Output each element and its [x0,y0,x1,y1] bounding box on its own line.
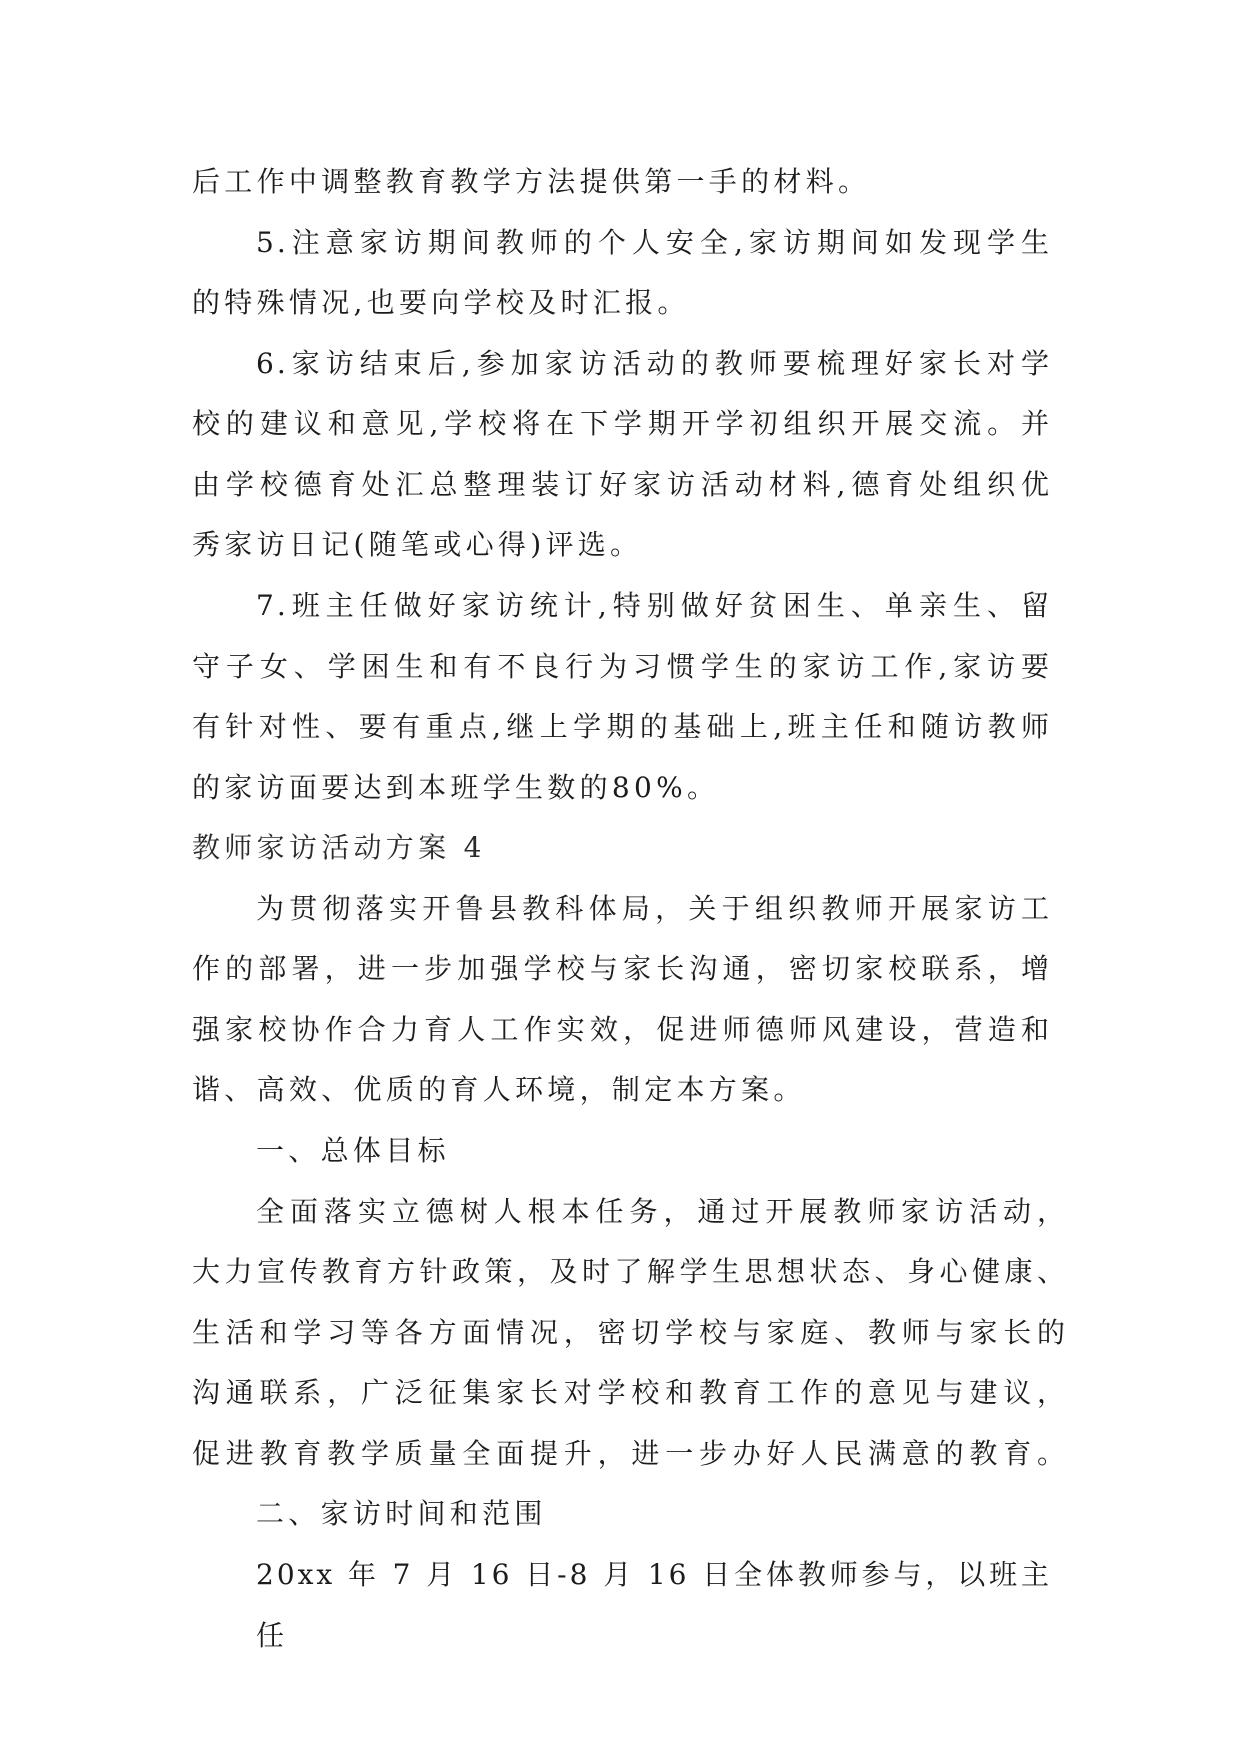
text-line: 大力宣传教育方针政策，及时了解学生思想状态、身心健康、 [192,1255,1068,1289]
text-line: 沟通联系，广泛征集家长对学校和教育工作的意见与建议， [192,1376,1068,1410]
text-line: 为贯彻落实开鲁县教科体局，关于组织教师开展家访工 [256,891,1052,925]
text-line: 全面落实立德树人根本任务，通过开展教师家访活动， [256,1194,1068,1228]
text-line: 秀家访日记(随笔或心得)评选。 [192,528,643,562]
text-line: 作的部署，进一步加强学校与家长沟通，密切家校联系，增 [192,952,1052,986]
text-line: 的家访面要达到本班学生数的80%。 [192,770,720,804]
subsection-heading: 一、总体目标 [256,1134,450,1167]
text-line: 5.注意家访期间教师的个人安全,家访期间如发现学生 [256,225,1052,259]
text-line: 守子女、学困生和有不良行为习惯学生的家访工作,家访要 [192,649,1052,683]
text-line: 6.家访结束后,参加家访活动的教师要梳理好家长对学 [256,346,1052,380]
text-line: 生活和学习等各方面情况，密切学校与家庭、教师与家长的 [192,1315,1068,1349]
text-line: 促进教育教学质量全面提升，进一步办好人民满意的教育。 [192,1436,1068,1470]
text-line: 7.班主任做好家访统计,特别做好贫困生、单亲生、留 [256,588,1052,622]
text-line: 校的建议和意见,学校将在下学期开学初组织开展交流。并 [192,407,1052,441]
text-line: 后工作中调整教育教学方法提供第一手的材料。 [192,165,871,198]
text-line: 强家校协作合力育人工作实效，促进师德师风建设，营造和 [192,1012,1052,1046]
text-line: 20xx 年 7 月 16 日-8 月 16 日全体教师参与，以班主任 [256,1557,1052,1652]
text-line: 有针对性、要有重点,继上学期的基础上,班主任和随访教师 [192,710,1052,744]
text-line: 谐、高效、优质的育人环境，制定本方案。 [192,1073,806,1107]
text-line: 由学校德育处汇总整理装订好家访活动材料,德育处组织优 [192,467,1052,501]
text-line: 的特殊情况,也要向学校及时汇报。 [192,286,690,320]
subsection-heading: 二、家访时间和范围 [256,1497,547,1531]
section-title: 教师家访活动方案 4 [192,831,486,865]
document-body [192,152,1068,1652]
